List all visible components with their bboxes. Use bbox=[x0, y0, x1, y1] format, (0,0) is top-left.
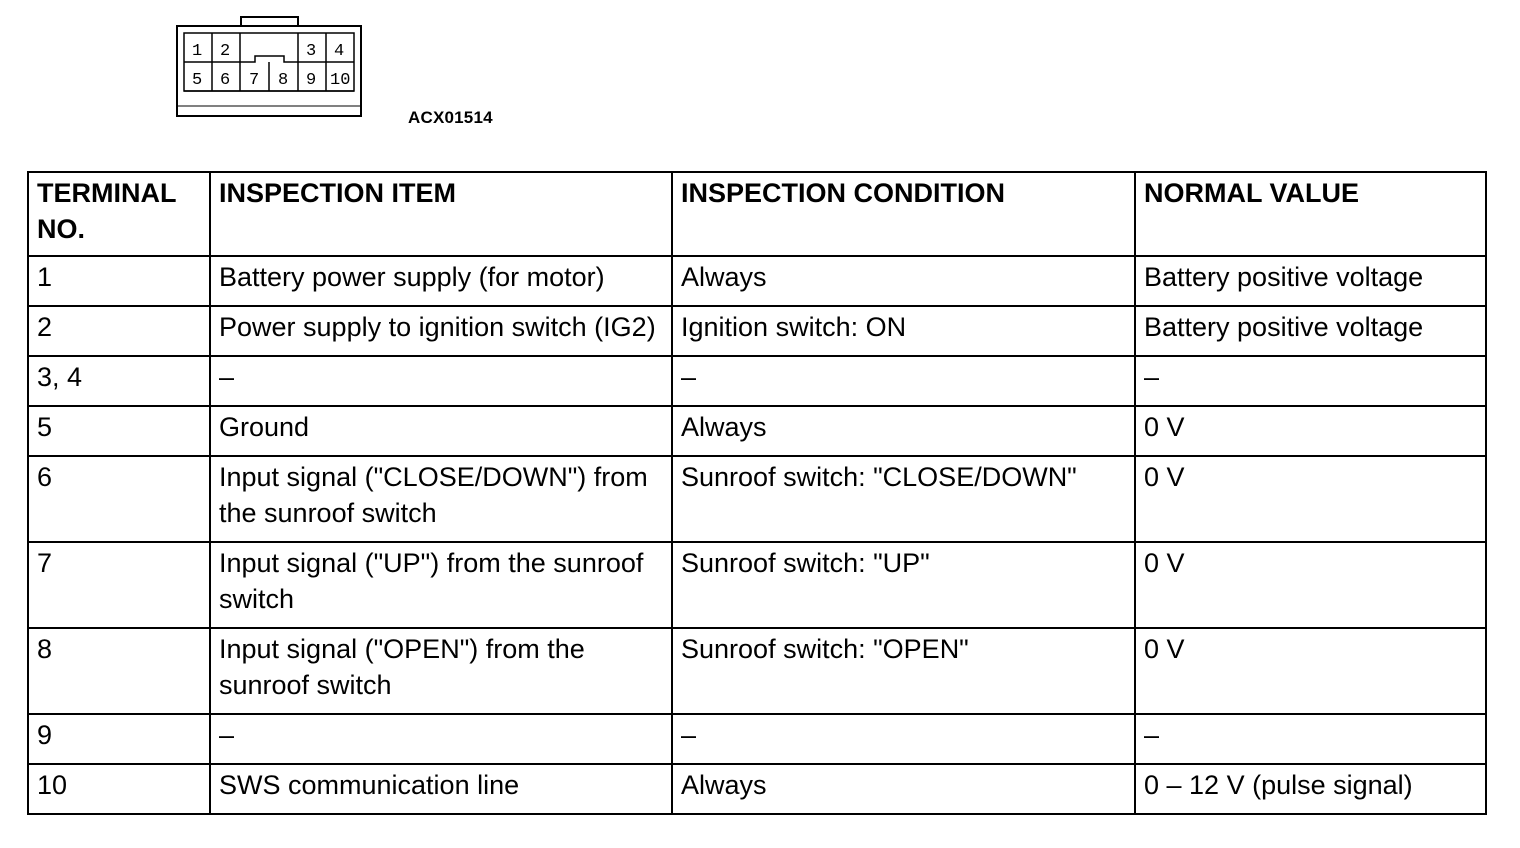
normal-value-cell: – bbox=[1135, 714, 1486, 764]
header-inspection-item: INSPECTION ITEM bbox=[210, 172, 672, 256]
normal-value-cell: Battery positive voltage bbox=[1135, 306, 1486, 356]
connector-drawing bbox=[175, 14, 365, 120]
table-row bbox=[28, 256, 1486, 306]
terminal-no-cell: 8 bbox=[28, 628, 210, 714]
terminal-no-cell: 10 bbox=[28, 764, 210, 814]
normal-value-cell: – bbox=[1135, 356, 1486, 406]
pin-label: 8 bbox=[278, 71, 289, 90]
table-row bbox=[28, 628, 1486, 714]
inspection-item-cell: Input signal ("OPEN") from the sunroof switch bbox=[210, 628, 672, 714]
terminal-no-cell: 2 bbox=[28, 306, 210, 356]
inspection-condition-cell: Sunroof switch: "OPEN" bbox=[672, 628, 1135, 714]
terminal-no-cell: 7 bbox=[28, 542, 210, 628]
terminal-no-cell: 1 bbox=[28, 256, 210, 306]
normal-value-cell: Battery positive voltage bbox=[1135, 256, 1486, 306]
table-row bbox=[28, 456, 1486, 542]
inspection-condition-cell: – bbox=[672, 356, 1135, 406]
table-row bbox=[28, 406, 1486, 456]
inspection-condition-cell: – bbox=[672, 714, 1135, 764]
inspection-condition-cell: Always bbox=[672, 256, 1135, 306]
normal-value-cell: 0 – 12 V (pulse signal) bbox=[1135, 764, 1486, 814]
table-row bbox=[28, 714, 1486, 764]
pin-label: 4 bbox=[334, 42, 345, 61]
normal-value-cell: 0 V bbox=[1135, 406, 1486, 456]
inspection-item-cell: – bbox=[210, 714, 672, 764]
header-terminal-no: TERMINAL NO. bbox=[28, 172, 210, 256]
diagram-code: ACX01514 bbox=[408, 108, 493, 127]
connector-diagram bbox=[175, 14, 365, 120]
pin-label: 6 bbox=[220, 71, 231, 90]
inspection-condition-cell: Always bbox=[672, 764, 1135, 814]
terminal-table bbox=[27, 171, 1487, 815]
normal-value-cell: 0 V bbox=[1135, 542, 1486, 628]
inspection-item-cell: Power supply to ignition switch (IG2) bbox=[210, 306, 672, 356]
table-row bbox=[28, 306, 1486, 356]
pin-label: 10 bbox=[330, 71, 351, 90]
header-normal-value: NORMAL VALUE bbox=[1135, 172, 1486, 256]
inspection-condition-cell: Sunroof switch: "UP" bbox=[672, 542, 1135, 628]
pin-label: 7 bbox=[249, 71, 260, 90]
pin-label: 9 bbox=[306, 71, 317, 90]
table-row bbox=[28, 764, 1486, 814]
inspection-item-cell: – bbox=[210, 356, 672, 406]
inspection-condition-cell: Always bbox=[672, 406, 1135, 456]
inspection-condition-cell: Ignition switch: ON bbox=[672, 306, 1135, 356]
inspection-item-cell: Input signal ("CLOSE/DOWN") from the sunroof switch bbox=[210, 456, 672, 542]
pin-label: 5 bbox=[192, 71, 203, 90]
header-inspection-condition: INSPECTION CONDITION bbox=[672, 172, 1135, 256]
table-row bbox=[28, 356, 1486, 406]
terminal-no-cell: 6 bbox=[28, 456, 210, 542]
pin-label: 3 bbox=[306, 42, 317, 61]
inspection-item-cell: Battery power supply (for motor) bbox=[210, 256, 672, 306]
normal-value-cell: 0 V bbox=[1135, 628, 1486, 714]
terminal-no-cell: 5 bbox=[28, 406, 210, 456]
inspection-condition-cell: Sunroof switch: "CLOSE/DOWN" bbox=[672, 456, 1135, 542]
terminal-no-cell: 9 bbox=[28, 714, 210, 764]
pin-label: 2 bbox=[220, 42, 231, 61]
inspection-item-cell: Ground bbox=[210, 406, 672, 456]
normal-value-cell: 0 V bbox=[1135, 456, 1486, 542]
table-header-row bbox=[28, 172, 1486, 256]
inspection-item-cell: SWS communication line bbox=[210, 764, 672, 814]
table-row bbox=[28, 542, 1486, 628]
pin-label: 1 bbox=[192, 42, 203, 61]
terminal-no-cell: 3, 4 bbox=[28, 356, 210, 406]
inspection-item-cell: Input signal ("UP") from the sunroof switch bbox=[210, 542, 672, 628]
